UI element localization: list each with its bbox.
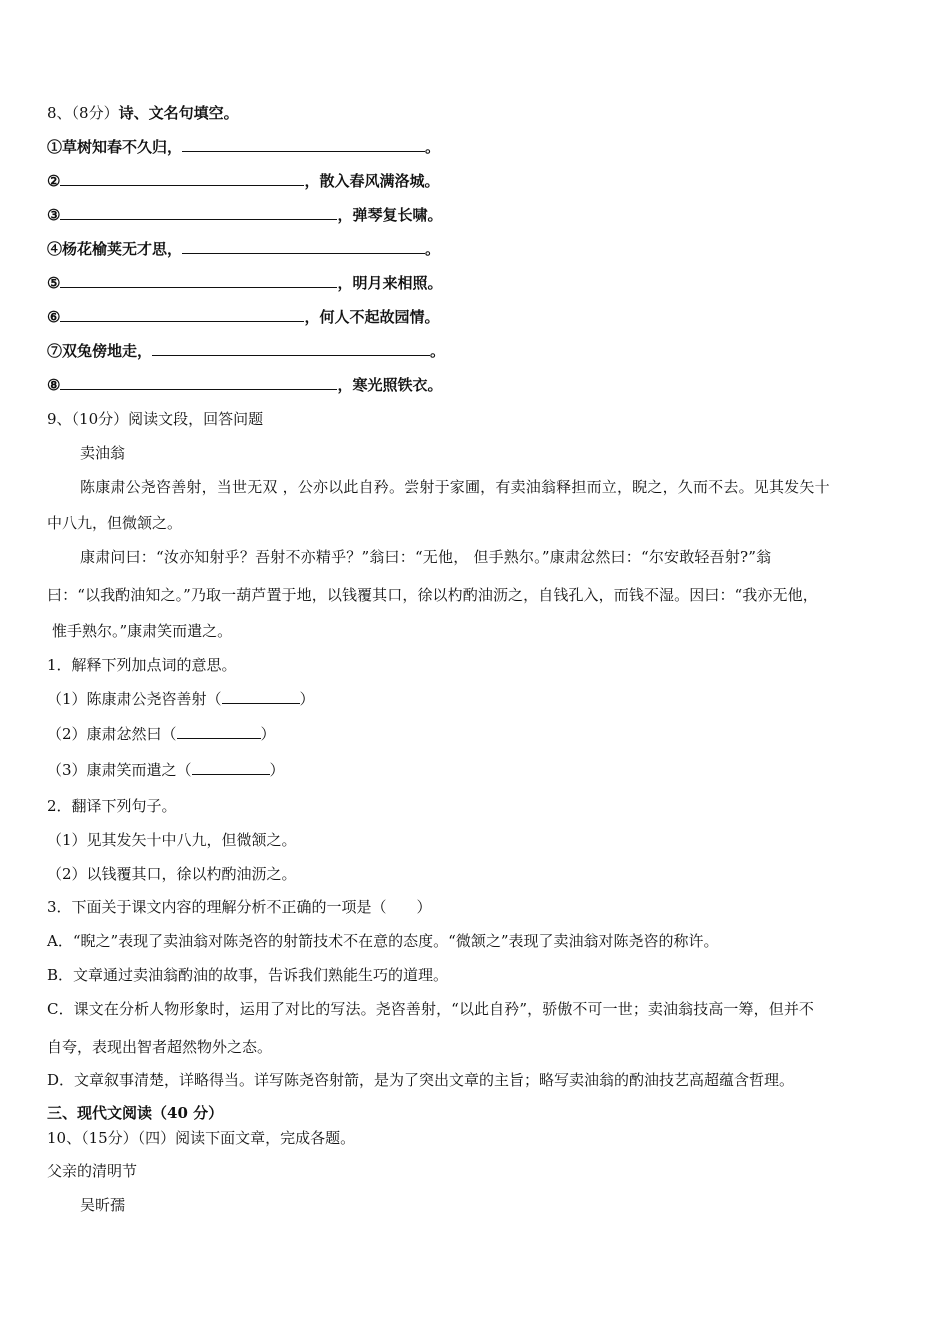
article-title: 父亲的清明节 xyxy=(47,1162,138,1180)
passage-line: 曰：“以我酌油知之。”乃取一葫芦置于地，以钱覆其口，徐以杓酌油沥之，自钱孔入，而钱不湿。因曰：“我亦无他， xyxy=(47,586,818,604)
item-text: （2）康肃忿然曰（ xyxy=(47,725,177,743)
item-text: 双兔傍地走， xyxy=(62,342,153,360)
q8-number: 8、（8分） xyxy=(47,104,119,122)
answer-blank[interactable] xyxy=(60,171,304,186)
option-a: A．“睨之”表现了卖油翁对陈尧咨的射箭技术不在意的态度。“微颔之”表现了卖油翁对陈尧咨的称许。 xyxy=(47,932,719,950)
sub1-title: 1．解释下列加点词的意思。 xyxy=(47,656,237,674)
item-text: ） xyxy=(299,690,315,708)
q8-item-3 xyxy=(47,205,442,225)
answer-blank[interactable] xyxy=(60,205,337,220)
answer-blank[interactable] xyxy=(152,341,430,356)
q8-header xyxy=(47,103,239,123)
item-text: 。 xyxy=(430,342,446,360)
option-d: D．文章叙事清楚，详略得当。详写陈尧咨射箭，是为了突出文章的主旨；略写卖油翁的酌油技艺高超蕴含哲理。 xyxy=(47,1071,795,1089)
item-mark: ③ xyxy=(47,206,61,224)
item-mark: ④ xyxy=(47,240,63,258)
item-text: ，寒光照铁衣。 xyxy=(337,376,443,394)
q8-item-6 xyxy=(47,307,439,327)
passage-line: 惟手熟尔。”康肃笑而遣之。 xyxy=(52,622,233,640)
item-text: ，明月来相照。 xyxy=(337,274,443,292)
passage-line: 康肃问曰：“汝亦知射乎？吾射不亦精乎？”翁曰：“无他， 但手熟尔。”康肃忿然曰：“尔安敢轻吾射?”翁 xyxy=(80,548,772,566)
item-text: ） xyxy=(269,761,285,779)
item-text: ） xyxy=(260,725,276,743)
item-text: ，散入春风满洛城。 xyxy=(304,172,440,190)
section-heading: 三、现代文阅读（40 分） xyxy=(47,1104,224,1122)
sub2-item-2: （2）以钱覆其口，徐以杓酌油沥之。 xyxy=(47,865,297,883)
sub3-title: 3．下面关于课文内容的理解分析不正确的一项是（ ） xyxy=(47,898,432,916)
sub2-title: 2．翻译下列句子。 xyxy=(47,797,177,815)
passage-title: 卖油翁 xyxy=(80,444,126,462)
item-text: 草树知春不久归， xyxy=(62,138,183,156)
q8-item-1 xyxy=(47,137,440,157)
item-mark: ⑧ xyxy=(47,376,61,394)
passage-line: 中八九，但微颔之。 xyxy=(47,514,183,532)
q8-item-2 xyxy=(47,171,439,191)
answer-blank[interactable] xyxy=(177,724,261,739)
item-mark: ② xyxy=(47,172,61,190)
q8-item-8 xyxy=(47,375,442,395)
answer-blank[interactable] xyxy=(222,689,300,704)
item-mark: ⑥ xyxy=(47,308,61,326)
passage-line: 陈康肃公尧咨善射，当世无双 ，公亦以此自矜。尝射于家圃，有卖油翁释担而立，睨之，久而不去。见其发矢十 xyxy=(80,478,830,496)
answer-blank[interactable] xyxy=(60,273,337,288)
sub1-item-1 xyxy=(47,689,315,709)
q10-header: 10、（15分）（四）阅读下面文章，完成各题。 xyxy=(47,1129,356,1147)
item-text: ，何人不起故园情。 xyxy=(304,308,440,326)
option-b: B．文章通过卖油翁酌油的故事，告诉我们熟能生巧的道理。 xyxy=(47,966,449,984)
item-text: 。 xyxy=(425,138,441,156)
item-text: （3）康肃笑而遣之（ xyxy=(47,761,192,779)
sub1-item-2 xyxy=(47,724,276,744)
item-mark: ⑦ xyxy=(47,342,63,360)
item-text: 杨花榆荚无才思， xyxy=(62,240,183,258)
item-mark: ① xyxy=(47,138,63,156)
item-text: （1）陈康肃公尧咨善射（ xyxy=(47,690,222,708)
q9-header: 9、（10分）阅读文段，回答问题 xyxy=(47,410,264,428)
q8-item-5 xyxy=(47,273,442,293)
answer-blank[interactable] xyxy=(182,137,425,152)
sub1-item-3 xyxy=(47,760,285,780)
answer-blank[interactable] xyxy=(60,307,304,322)
q8-title: 诗、文名句填空。 xyxy=(118,104,239,122)
item-mark: ⑤ xyxy=(47,274,61,292)
answer-blank[interactable] xyxy=(182,239,425,254)
sub2-item-1: （1）见其发矢十中八九，但微颔之。 xyxy=(47,831,297,849)
option-c-cont: 自夸，表现出智者超然物外之态。 xyxy=(47,1038,273,1056)
option-c: C．课文在分析人物形象时，运用了对比的写法。尧咨善射，“以此自矜”，骄傲不可一世；卖油翁技高一筹，但并不 xyxy=(47,1000,815,1018)
answer-blank[interactable] xyxy=(192,760,270,775)
item-text: 。 xyxy=(425,240,441,258)
answer-blank[interactable] xyxy=(60,375,337,390)
item-text: ，弹琴复长啸。 xyxy=(337,206,443,224)
q8-item-4 xyxy=(47,239,440,259)
article-author: 吴昕孺 xyxy=(80,1196,126,1214)
q8-item-7 xyxy=(47,341,445,361)
